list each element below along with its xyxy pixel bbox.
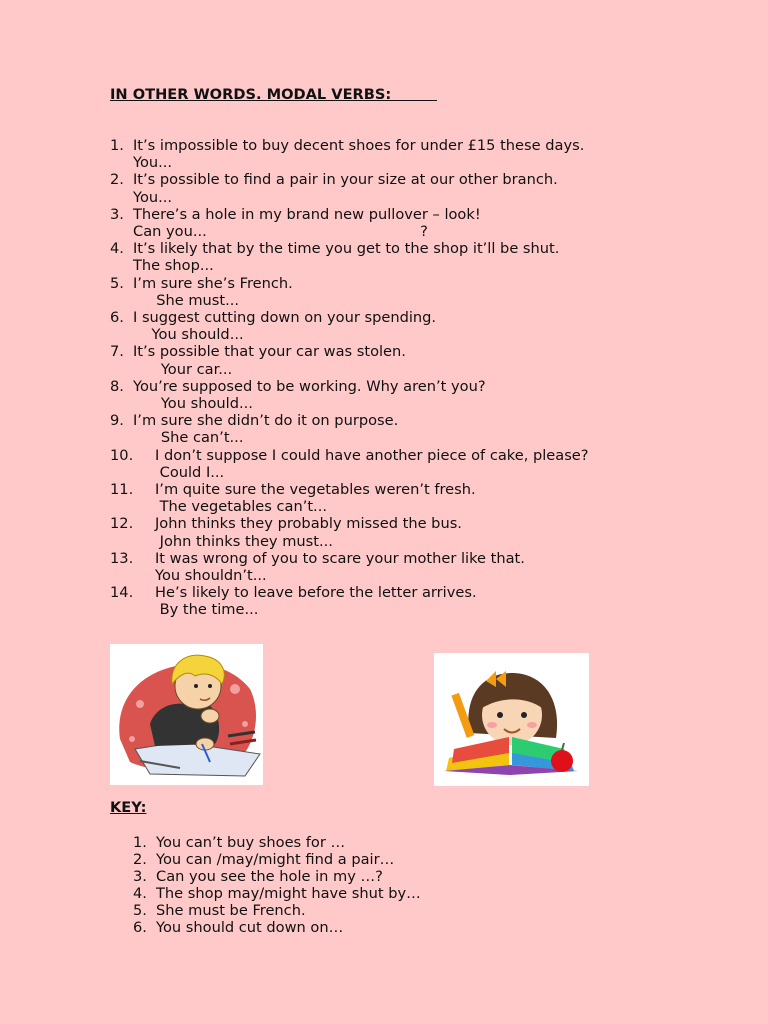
item-question: I’m sure she didn’t do it on purpose. [133,412,399,430]
item-answer-prompt: By the time... [155,601,259,619]
item-number: 11. [110,481,134,499]
item-answer-prompt: Your car... [133,360,233,378]
key-answer: You can’t buy shoes for … [156,834,346,851]
key-heading: KEY: [110,799,147,816]
key-answer: The shop may/might have shut by… [156,885,421,902]
item-number: 13. [110,549,134,567]
item-question: He’s likely to leave before the letter arrives. [155,584,477,602]
list-item [110,275,730,309]
list-item [133,868,421,885]
list-item [110,447,730,481]
key-answer: You can /may/might find a pair… [156,851,395,868]
key-answer: Can you see the hole in my …? [156,868,383,885]
item-number: 6. [110,309,124,327]
list-item [110,584,730,618]
key-answer: She must be French. [156,902,306,919]
item-question: John thinks they probably missed the bus. [155,515,462,533]
item-number: 7. [110,343,124,361]
item-number: 10. [110,446,134,464]
list-item [133,919,421,936]
list-item [110,412,730,446]
item-number: 1. [110,137,124,154]
girl-reading-icon [434,653,589,786]
item-answer-prompt: She can’t... [133,429,244,447]
list-item [110,343,730,377]
list-item [133,834,421,851]
item-question: I suggest cutting down on your spending. [133,309,437,327]
key-answer: You should cut down on… [156,919,344,936]
item-number: 3. [110,205,124,223]
list-item [133,885,421,902]
exercise-list [110,137,730,619]
item-question: It was wrong of you to scare your mother like that. [155,549,525,567]
item-question: It’s impossible to buy decent shoes for under £15 these days. [133,137,585,154]
item-answer-prompt: She must... [133,291,240,309]
item-answer-prompt: Can you... ? [133,223,428,241]
item-number: 9. [110,412,124,430]
item-answer-prompt: You shouldn’t... [155,567,267,585]
list-item [133,902,421,919]
list-item [110,206,730,240]
item-number: 14. [110,584,134,602]
list-item [110,240,730,274]
item-question: There’s a hole in my brand new pullover – look! [133,205,481,223]
item-question: It’s possible that your car was stolen. [133,343,406,361]
item-answer-prompt: You should... [133,395,253,413]
list-item [133,851,421,868]
item-answer-prompt: John thinks they must... [155,532,333,550]
list-item [110,137,730,171]
item-question: It’s possible to find a pair in your size at our other branch. [133,171,558,189]
key-number: 6. [133,919,147,936]
list-item [110,171,730,205]
item-number: 12. [110,515,134,533]
key-number: 3. [133,868,147,885]
key-number: 2. [133,851,147,868]
item-number: 5. [110,274,124,292]
key-number: 5. [133,902,147,919]
item-question: I don’t suppose I could have another piece of cake, please? [155,446,589,464]
boy-studying-image [110,644,263,785]
item-number: 8. [110,377,124,395]
list-item [110,309,730,343]
item-answer-prompt: Could I... [155,463,225,481]
list-item [110,550,730,584]
item-answer-prompt: The vegetables can’t... [155,498,327,516]
item-answer-prompt: You should... [133,326,244,344]
item-number: 2. [110,171,124,189]
item-answer-prompt: You... [133,154,173,172]
key-number: 1. [133,834,147,851]
list-item [110,378,730,412]
girl-reading-image [434,653,589,786]
item-number: 4. [110,240,124,258]
item-question: You’re supposed to be working. Why aren’t you? [133,377,486,395]
worksheet-title: IN OTHER WORDS. MODAL VERBS: [110,86,437,103]
boy-studying-icon [110,644,263,785]
list-item [110,515,730,549]
answer-key-list [133,834,421,936]
item-question: I’m sure she’s French. [133,274,293,292]
item-answer-prompt: The shop... [133,257,214,275]
item-question: I’m quite sure the vegetables weren’t fresh. [155,481,476,499]
item-question: It’s likely that by the time you get to the shop it’ll be shut. [133,240,560,258]
key-number: 4. [133,885,147,902]
item-answer-prompt: You... [133,188,173,206]
list-item [110,481,730,515]
